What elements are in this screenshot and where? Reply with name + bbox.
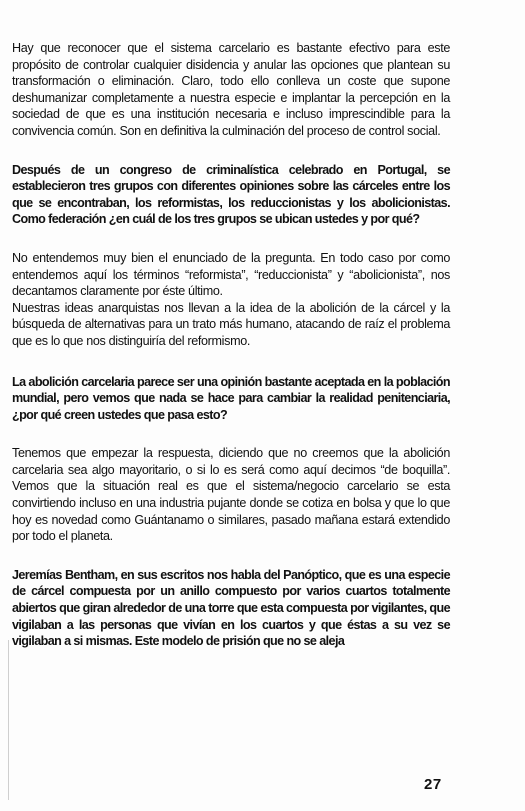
paragraph-answer-3: Nuestras ideas anarquistas nos llevan a la idea de la abolición de la cárcel y la búsqueda de alternativas para un trato más humano, atacando de raíz el problema que es lo que nos distinguiría del reformismo.: [12, 300, 450, 348]
margin-line: [8, 640, 9, 800]
paragraph-answer-1: Hay que reconocer que el sistema carcelario es bastante efectivo para este propósito de controlar cualquier disidencia y anular las opciones que plantean su transformación o eliminación. Claro, todo ello conlleva un coste que supone deshumanizar completamente a nuestra especie e implantar la percepción en la sociedad de que es una institución necesaria e incluso imprescindible para la convivencia común. Son en definitiva la culminación del proceso de control social.: [12, 41, 450, 138]
paragraph-question-3: Jeremías Bentham, en sus escritos nos habla del Panóptico, que es una especie de cárcel compuesta por un anillo compuesto por varios cuartos totalmente abiertos que giran alrededor de una torre que esta compuesta por vigilantes, que vigilaban a las personas que vivían en los cuartos y que éstas a su vez se vigilaban a si mismas. Este modelo de prisión que no se aleja: [12, 567, 450, 649]
paragraph-answer-2: No entendemos muy bien el enunciado de la pregunta. En todo caso por como entendemos aquí los términos “reformista”, “reduccionista” y “abolicionista”, nos decantamos claramente por éste último.: [12, 250, 450, 299]
page-number: 27: [424, 776, 442, 793]
paragraph-question-2: La abolición carcelaria parece ser una opinión bastante aceptada en la población mundial, pero vemos que nada se hace para cambiar la realidad penitenciaria, ¿por qué creen ustedes que pasa esto?: [12, 374, 450, 422]
page-body: [12, 40, 450, 650]
paragraph-question-1: Después de un congreso de criminalística celebrado en Portugal, se establecieron tres grupos con diferentes opiniones sobre las cárceles entre los que se encontraban, los reformistas, los reduccionistas y los abolicionistas. Como federación ¿en cuál de los tres grupos se ubican ustedes y por qué?: [12, 162, 450, 227]
paragraph-answer-4: Tenemos que empezar la respuesta, diciendo que no creemos que la abolición carcelaria sea algo mayoritario, o si lo es será como aquí decimos “de boquilla”. Vemos que la situación real es que el sistema/negocio carcelario se esta convirtiendo incluso en una industria pujante donde se cotiza en bolsa y que lo que hoy es novedad como Guántanamo o similares, pasado mañana estará extendido por todo el planeta.: [12, 446, 450, 544]
